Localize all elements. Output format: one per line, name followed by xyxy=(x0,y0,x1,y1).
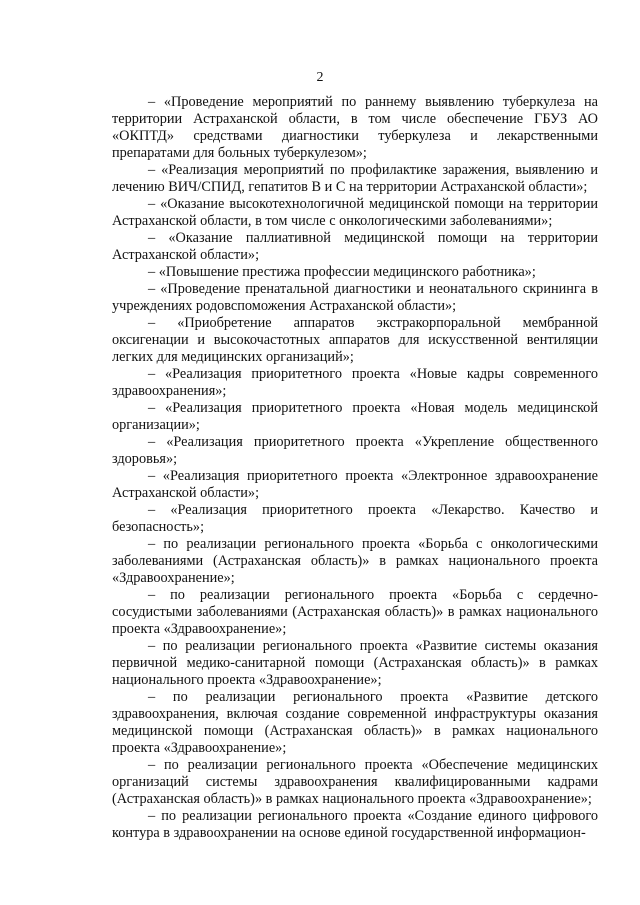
list-item: – «Проведение мероприятий по раннему выявлению туберкулеза на территории Астраханской области, в том числе обеспечение ГБУЗ АО «ОКПТД» средствами диагностики туберкулеза и лекарственными препаратами для больных туберкулезом»; xyxy=(112,94,598,161)
page-number: 2 xyxy=(316,70,324,85)
list-item: – «Повышение престижа профессии медицинского работника»; xyxy=(148,264,536,280)
list-item: – по реализации регионального проекта «Развитие системы оказания первичной медико-санитарной помощи (Астраханская область)» в рамках национального проекта «Здравоохранение»; xyxy=(112,638,598,688)
list-item: – «Оказание паллиативной медицинской помощи на территории Астраханской области»; xyxy=(112,230,598,263)
list-item: – «Приобретение аппаратов экстракорпоральной мембранной оксигенации и высокочастотных аппаратов для искусственной вентиляции легких для медицинских организаций»; xyxy=(112,315,598,365)
list-item: – «Реализация мероприятий по профилактике заражения, выявлению и лечению ВИЧ/СПИД, гепатитов В и С на территории Астраханской области»; xyxy=(112,162,598,195)
list-item: – по реализации регионального проекта «Борьба с онкологическими заболеваниями (Астраханская область)» в рамках национального проекта «Здравоохранение»; xyxy=(112,536,598,586)
document-body xyxy=(112,94,598,842)
list-item: – «Реализация приоритетного проекта «Новые кадры современного здравоохранения»; xyxy=(112,366,598,399)
list-item: – «Реализация приоритетного проекта «Новая модель медицинской организации»; xyxy=(112,400,598,433)
list-item: – по реализации регионального проекта «Борьба с сердечно-сосудистыми заболеваниями (Астраханская область)» в рамках национального проекта «Здравоохранение»; xyxy=(112,587,598,637)
list-item: – по реализации регионального проекта «Развитие детского здравоохранения, включая создание современной инфраструктуры оказания медицинской помощи (Астраханская область)» в рамках национального проекта «Здравоохранение»; xyxy=(112,689,598,756)
list-item: – «Проведение пренатальной диагностики и неонатального скрининга в учреждениях родовспоможения Астраханской области»; xyxy=(112,281,598,314)
list-item: – по реализации регионального проекта «Обеспечение медицинских организаций системы здравоохранения квалифицированными кадрами (Астраханская область)» в рамках национального проекта «Здравоохранение»; xyxy=(112,757,598,807)
list-item: – «Реализация приоритетного проекта «Электронное здравоохранение Астраханской области»; xyxy=(112,468,598,501)
list-item: – «Оказание высокотехнологичной медицинской помощи на территории Астраханской области, в том числе с онкологическими заболеваниями»; xyxy=(112,196,598,229)
list-item: – по реализации регионального проекта «Создание единого цифрового контура в здравоохранении на основе единой государственной информацион- xyxy=(112,808,598,841)
list-item: – «Реализация приоритетного проекта «Укрепление общественного здоровья»; xyxy=(112,434,598,467)
list-item: – «Реализация приоритетного проекта «Лекарство. Качество и безопасность»; xyxy=(112,502,598,535)
